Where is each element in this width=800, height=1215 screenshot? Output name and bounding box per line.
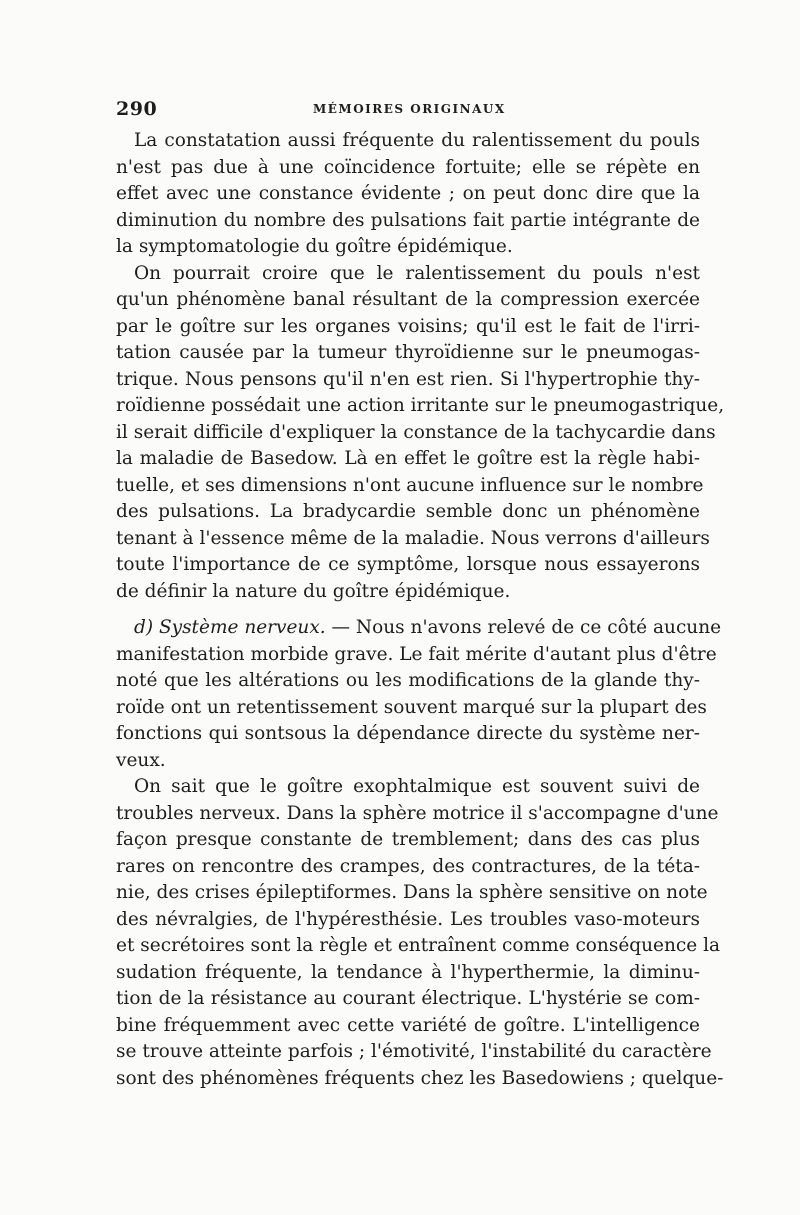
text-line: tation causée par la tumeur thyroïdienne sur le pneumogas-: [116, 342, 700, 363]
section-gap: [116, 605, 700, 615]
text-line: trique. Nous pensons qu'il n'en est rien. Si l'hypertrophie thy-: [116, 368, 700, 390]
text-line: se trouve atteinte parfois ; l'émotivité, l'instabilité du caractère: [116, 1041, 712, 1062]
text-line: noté que les altérations ou les modifications de la glande thy-: [116, 670, 700, 691]
text-line: roïde ont un retentissement souvent marqué sur la plupart des: [116, 696, 707, 718]
text-line: rares on rencontre des crampes, des contractures, de la téta-: [116, 855, 700, 877]
text-line: fonctions qui sontsous la dépendance directe du système ner-: [116, 723, 700, 744]
text-line: tenant à l'essence même de la maladie. Nous verrons d'ailleurs: [116, 527, 710, 549]
text-line: On pourrait croire que le ralentissement du pouls n'est: [134, 262, 700, 284]
running-head: MÉMOIRES ORIGINAUX: [313, 102, 506, 116]
text-line: il serait difficile d'expliquer la constance de la tachycardie dans: [116, 421, 716, 443]
text-line: tion de la résistance au courant électrique. L'hystérie se com-: [116, 988, 700, 1009]
text-line: des névralgies, de l'hypéresthésie. Les troubles vaso-moteurs: [116, 908, 700, 930]
text-line: tuelle, et ses dimensions n'ont aucune influence sur le nombre: [116, 474, 704, 496]
text-line: effet avec une constance évidente ; on peut donc dire que la: [116, 183, 700, 204]
text-line: La constatation aussi fréquente du ralentissement du pouls: [134, 130, 700, 151]
text-line: sudation fréquente, la tendance à l'hyperthermie, la diminu-: [116, 961, 700, 983]
text-line: de définir la nature du goître épidémique.: [116, 580, 511, 602]
text-line: n'est pas due à une coïncidence fortuite; elle se répète en: [116, 156, 700, 178]
text-line: par le goître sur les organes voisins; qu'il est le fait de l'irri-: [116, 315, 700, 337]
text-line: façon presque constante de tremblement; dans des cas plus: [116, 829, 700, 850]
text-line: nie, des crises épileptiformes. Dans la sphère sensitive on note: [116, 882, 708, 903]
text-line: manifestation morbide grave. Le fait mérite d'autant plus d'être: [116, 643, 717, 665]
page-number: 290: [116, 98, 158, 120]
text-line: qu'un phénomène banal résultant de la compression exercée: [116, 289, 700, 310]
text-line: toute l'importance de ce symptôme, lorsque nous essayerons: [116, 554, 700, 575]
section-heading: d) Système nerveux.: [134, 617, 326, 638]
text-line: des pulsations. La bradycardie semble donc un phénomène: [116, 501, 700, 522]
paragraph: [116, 774, 724, 1092]
page-header: [116, 98, 700, 122]
paragraph: [116, 615, 722, 774]
text-line: veux.: [116, 749, 166, 771]
text-line: On sait que le goître exophtalmique est souvent suivi de: [134, 776, 700, 797]
text-line: d) Système nerveux. — Nous n'avons relevé de ce côté aucune: [134, 617, 722, 638]
paragraph: [116, 261, 725, 606]
paragraph: [116, 128, 700, 261]
text-line: troubles nerveux. Dans la sphère motrice il s'accompagne d'une: [116, 802, 719, 824]
text-line: diminution du nombre des pulsations fait partie intégrante de: [116, 209, 700, 231]
text-line: roïdienne possédait une action irritante sur le pneumogastrique,: [116, 395, 725, 416]
text-line: et secrétoires sont la règle et entraînent comme conséquence la: [116, 935, 721, 956]
text-line: sont des phénomènes fréquents chez les Basedowiens ; quelque-: [116, 1067, 724, 1089]
text-line: la maladie de Basedow. Là en effet le goître est la règle habi-: [116, 448, 700, 469]
body-text: [116, 128, 725, 1092]
text-line: la symptomatologie du goître épidémique.: [116, 236, 513, 257]
text-line: bine fréquemment avec cette variété de goître. L'intelligence: [116, 1014, 700, 1036]
